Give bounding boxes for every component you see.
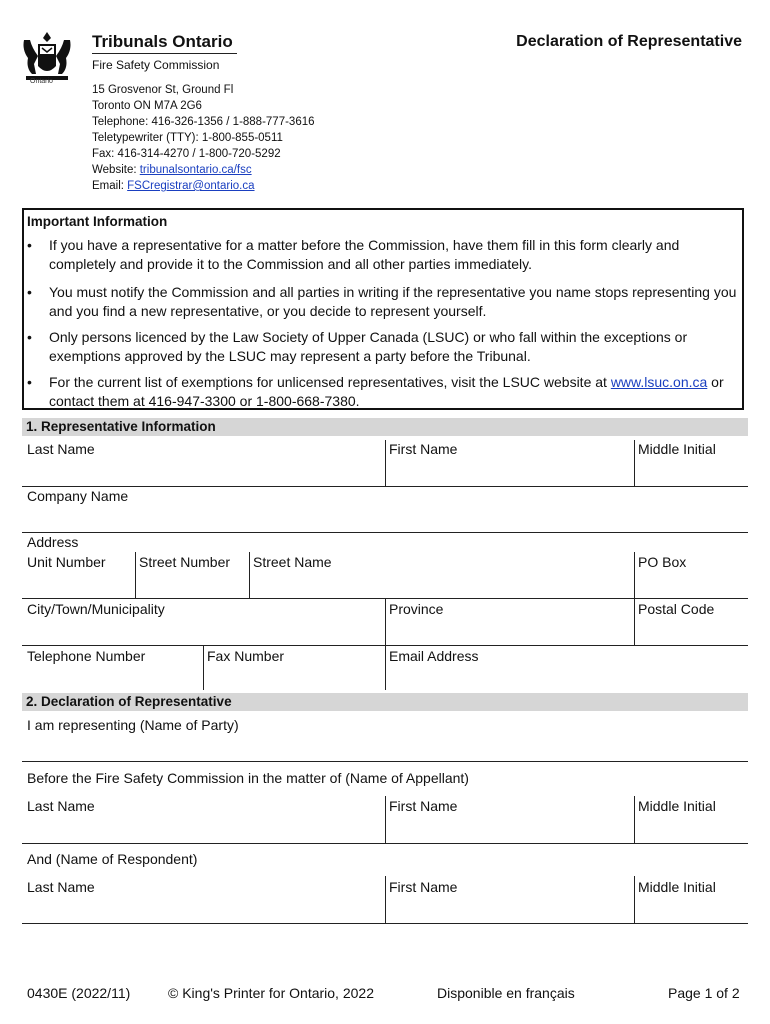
respondent-last-name-field[interactable]: Last Name [27, 879, 95, 895]
field-divider [385, 646, 386, 690]
party-name-field[interactable]: I am representing (Name of Party) [27, 717, 239, 733]
copyright: © King's Printer for Ontario, 2022 [168, 985, 374, 1001]
field-divider [22, 486, 748, 487]
info-bullet-1: If you have a representative for a matter before the Commission, have them fill in this form clearly and completely and provide it to the Commission and all other parties immediately. [49, 237, 680, 272]
field-divider [249, 552, 250, 598]
contact-website-row [92, 162, 315, 178]
rep-unit-number-field[interactable]: Unit Number [27, 554, 106, 570]
lsuc-website-link[interactable]: www.lsuc.on.ca [610, 374, 708, 390]
rep-street-name-field[interactable]: Street Name [253, 554, 332, 570]
appellant-first-name-field[interactable]: First Name [389, 798, 458, 814]
bullet-marker: • [27, 237, 32, 253]
field-divider [385, 440, 386, 486]
rep-province-field[interactable]: Province [389, 601, 444, 617]
page-number: Page 1 of 2 [668, 985, 740, 1001]
field-divider [203, 646, 204, 690]
appellant-middle-initial-field[interactable]: Middle Initial [638, 798, 716, 814]
rep-street-number-field[interactable]: Street Number [139, 554, 231, 570]
important-info-title: Important Information [27, 214, 168, 229]
appellant-label: Before the Fire Safety Commission in the matter of (Name of Appellant) [27, 770, 469, 786]
rep-middle-initial-field[interactable]: Middle Initial [638, 441, 716, 457]
rep-email-field[interactable]: Email Address [389, 648, 479, 664]
org-divider [92, 53, 237, 54]
contact-fax: Fax: 416-314-4270 / 1-800-720-5292 [92, 148, 281, 160]
info-bullet-4-text: For the current list of exemptions for unlicensed representatives, visit the LSUC website at [49, 374, 611, 390]
appellant-last-name-field[interactable]: Last Name [27, 798, 95, 814]
contact-block [92, 82, 315, 194]
info-bullet-3: Only persons licenced by the Law Society of Upper Canada (LSUC) or who fall within the exceptions or exemptions approved by the LSUC may represent a party before the Tribunal. [49, 329, 688, 364]
bullet-marker: • [27, 284, 32, 300]
rep-fax-field[interactable]: Fax Number [207, 648, 285, 664]
org-subtitle: Fire Safety Commission [92, 58, 220, 72]
info-bullet-4 [49, 373, 739, 410]
field-divider [22, 761, 748, 762]
contact-address-line2: Toronto ON M7A 2G6 [92, 100, 202, 112]
respondent-middle-initial-field[interactable]: Middle Initial [638, 879, 716, 895]
french-availability: Disponible en français [437, 985, 575, 1001]
field-divider [634, 796, 635, 843]
rep-last-name-field[interactable]: Last Name [27, 441, 95, 457]
contact-email-row [92, 178, 315, 194]
rep-company-name-field[interactable]: Company Name [27, 488, 129, 504]
rep-first-name-field[interactable]: First Name [389, 441, 458, 457]
field-divider [634, 552, 635, 598]
email-label: Email: [92, 180, 128, 192]
address-label: Address [27, 534, 79, 550]
field-divider [385, 796, 386, 843]
form-number: 0430E (2022/11) [27, 985, 131, 1001]
field-divider [22, 923, 748, 924]
website-link[interactable]: tribunalsontario.ca/fsc [139, 164, 252, 176]
email-link[interactable]: FSCregistrar@ontario.ca [127, 180, 255, 192]
rep-telephone-field[interactable]: Telephone Number [27, 648, 146, 664]
respondent-label: And (Name of Respondent) [27, 851, 198, 867]
field-divider [135, 552, 136, 598]
section-2-heading: 2. Declaration of Representative [22, 693, 748, 711]
field-divider [634, 599, 635, 645]
field-divider [385, 876, 386, 923]
contact-address-line1: 15 Grosvenor St, Ground Fl [92, 84, 234, 96]
field-divider [22, 843, 748, 844]
contact-tty: Teletypewriter (TTY): 1-800-855-0511 [92, 132, 283, 144]
bullet-marker: • [27, 329, 32, 345]
respondent-first-name-field[interactable]: First Name [389, 879, 458, 895]
field-divider [634, 876, 635, 923]
field-divider [634, 440, 635, 486]
crest-caption: Ontario [30, 78, 53, 85]
org-name: Tribunals Ontario [92, 32, 233, 51]
field-divider [385, 599, 386, 645]
info-bullet-4-contact: or contact them at 416-947-3300 or 1-800-668-7380. [49, 374, 724, 409]
field-divider [22, 532, 748, 533]
info-bullet-2: You must notify the Commission and all parties in writing if the representative you name stops representing you and you find a new representative, or you decide to represent yourself. [49, 284, 737, 319]
document-title: Declaration of Representative [516, 33, 742, 50]
contact-telephone: Telephone: 416-326-1356 / 1-888-777-3616 [92, 116, 315, 128]
rep-postal-code-field[interactable]: Postal Code [638, 601, 715, 617]
bullet-marker: • [27, 374, 32, 390]
website-label: Website: [92, 164, 140, 176]
rep-po-box-field[interactable]: PO Box [638, 554, 687, 570]
section-1-heading: 1. Representative Information [22, 418, 748, 436]
rep-city-field[interactable]: City/Town/Municipality [27, 601, 165, 617]
